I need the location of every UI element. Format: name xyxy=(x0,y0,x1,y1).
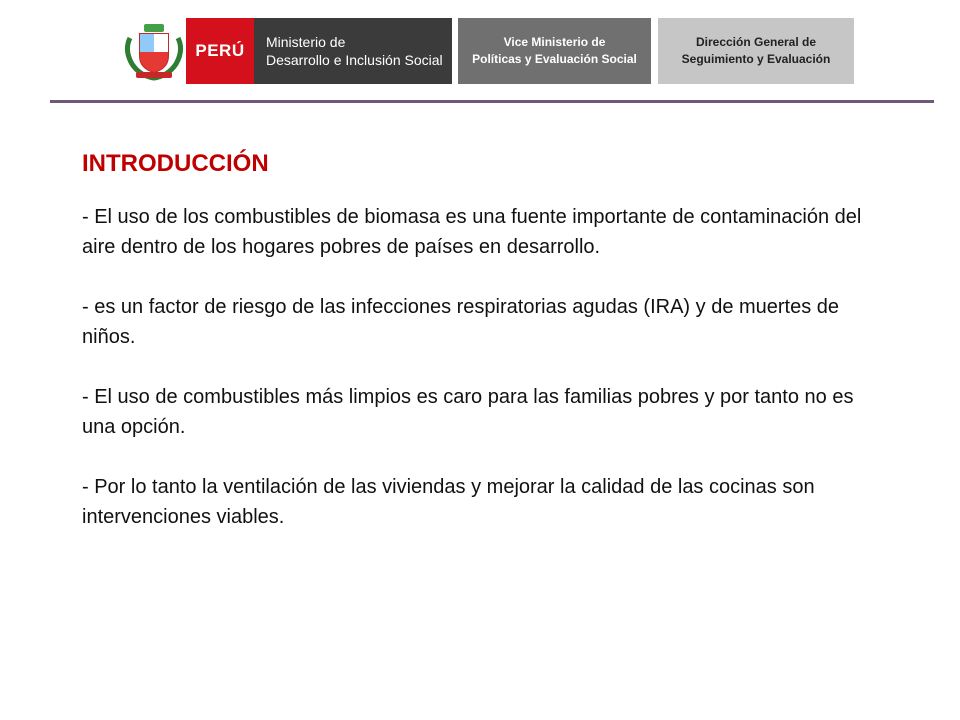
paragraph-4: - Por lo tanto la ventilación de las viviendas y mejorar la calidad de las cocinas son intervenciones viables. xyxy=(82,476,815,528)
paragraph-1: - El uso de los combustibles de biomasa es una fuente importante de contaminación del aire dentro de los hogares pobres de países en desarrollo. xyxy=(82,206,862,258)
header-banner xyxy=(0,0,960,100)
vice-line1: Vice Ministerio de xyxy=(503,35,606,49)
peru-label-box xyxy=(186,18,254,84)
direction-line1: Dirección General de xyxy=(695,35,817,49)
ministry-line2: Desarrollo e Inclusión Social xyxy=(266,52,443,68)
header-divider xyxy=(50,100,934,103)
direction-line2: Seguimiento y Evaluación xyxy=(681,52,831,66)
vice-ministry-box xyxy=(458,18,651,84)
vice-line2: Políticas y Evaluación Social xyxy=(472,52,637,66)
ministry-line1: Ministerio de xyxy=(266,34,346,50)
slide-content xyxy=(82,150,862,562)
paragraph-3: - El uso de combustibles más limpios es caro para las familias pobres y por tanto no es una opción. xyxy=(82,386,854,438)
ministry-box xyxy=(254,18,452,84)
direction-box xyxy=(658,18,854,84)
paragraph-2: - es un factor de riesgo de las infecciones respiratorias agudas (IRA) y de muertes de niños. xyxy=(82,296,840,348)
coat-of-arms-icon xyxy=(122,20,186,84)
slide-title: INTRODUCCIÓN xyxy=(82,150,269,177)
country-label: PERÚ xyxy=(195,41,245,60)
